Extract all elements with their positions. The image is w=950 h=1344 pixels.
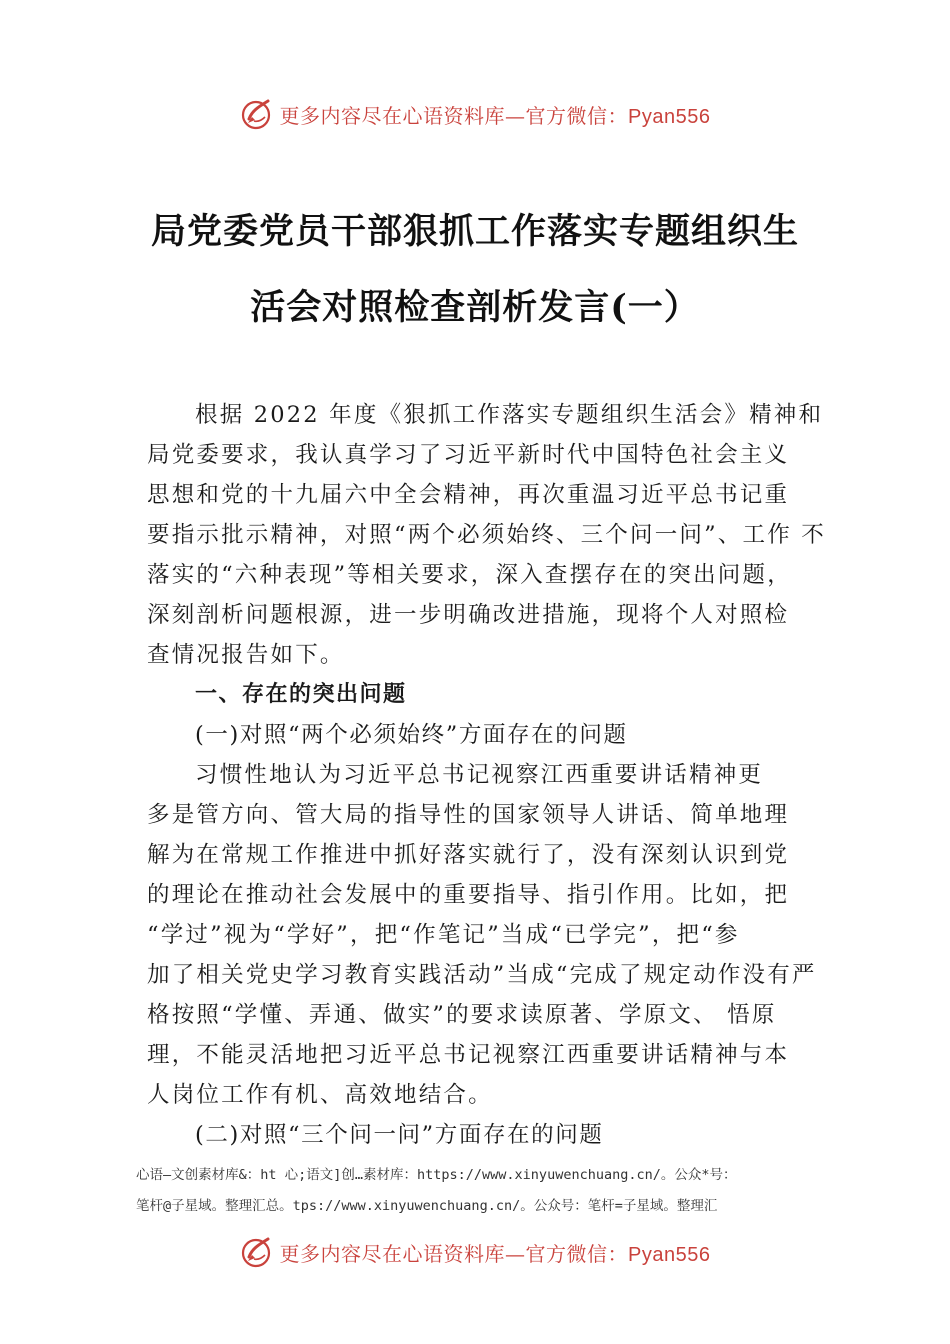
subsection-heading: (一)对照“两个必须始终”方面存在的问题: [195, 722, 628, 748]
body-line: 局党委要求，我认真学习了习近平新时代中国特色社会主义: [147, 442, 790, 468]
body-line: 查情况报告如下。: [147, 642, 345, 668]
document-title-line-1: 局党委党员干部狠抓工作落实专题组织生: [150, 211, 799, 252]
body-line: 格按照“学懂、弄通、做实”的要求读原著、学原文、 悟原: [147, 1002, 777, 1028]
banner-wechat-id: Pyan556: [628, 1243, 711, 1266]
banner-text: 更多内容尽在心语资料库—官方微信：Pyan556: [279, 1241, 711, 1266]
body-line: 落实的“六种表现”等相关要求，深入查摆存在的突出问题，: [147, 562, 792, 588]
document-title-line-2: 活会对照检查剖析发言(一）: [250, 287, 700, 328]
body-line: 根据 2022 年度《狠抓工作落实专题组织生活会》精神和: [195, 402, 824, 428]
body-line: 多是管方向、管大局的指导性的国家领导人讲话、简单地理: [147, 802, 790, 828]
banner-text: 更多内容尽在心语资料库—官方微信：Pyan556: [279, 103, 711, 128]
body-line: 解为在常规工作推进中抓好落实就行了，没有深刻认识到党: [147, 842, 790, 868]
footer-banner: [0, 1232, 950, 1272]
body-line: “学过”视为“学好”，把“作笔记”当成“已学完”，把“参: [147, 922, 740, 948]
body-line: 的理论在推动社会发展中的重要指导、指引作用。比如，把: [147, 882, 790, 908]
body-line: 深刻剖析问题根源，进一步明确改进措施，现将个人对照检: [147, 602, 790, 628]
footer-note: [136, 1160, 856, 1222]
body-line: 习惯性地认为习近平总书记视察江西重要讲话精神更: [195, 762, 764, 788]
pen-logo-icon: [240, 97, 274, 131]
subsection-heading: (二)对照“三个问一问”方面存在的问题: [195, 1122, 604, 1148]
body-line: 要指示批示精神，对照“两个必须始终、三个问一问”、工作 不: [147, 522, 826, 548]
body-line: 加了相关党史学习教育实践活动”当成“完成了规定动作没有严: [147, 962, 817, 988]
header-banner: [0, 94, 950, 134]
footer-note-line: 笔杆@子星域。整理汇总。tps://www.xinyuwenchuang.cn/。公众号：笔杆=子星域。整理汇: [136, 1198, 718, 1214]
section-heading: 一、存在的突出问题: [195, 682, 407, 707]
pen-logo-icon: [240, 1235, 274, 1269]
document-body: [147, 395, 826, 1155]
footer-note-line: 心语—文创素材库&：ht 心;语文]创…素材库：https://www.xinyuwenchuang.cn/。公众*号：: [136, 1167, 737, 1183]
body-line: 思想和党的十九届六中全会精神，再次重温习近平总书记重: [147, 482, 790, 508]
banner-wechat-id: Pyan556: [628, 105, 711, 128]
body-line: 人岗位工作有机、高效地结合。: [147, 1082, 493, 1108]
body-line: 理，不能灵活地把习近平总书记视察江西重要讲话精神与本: [147, 1042, 790, 1068]
